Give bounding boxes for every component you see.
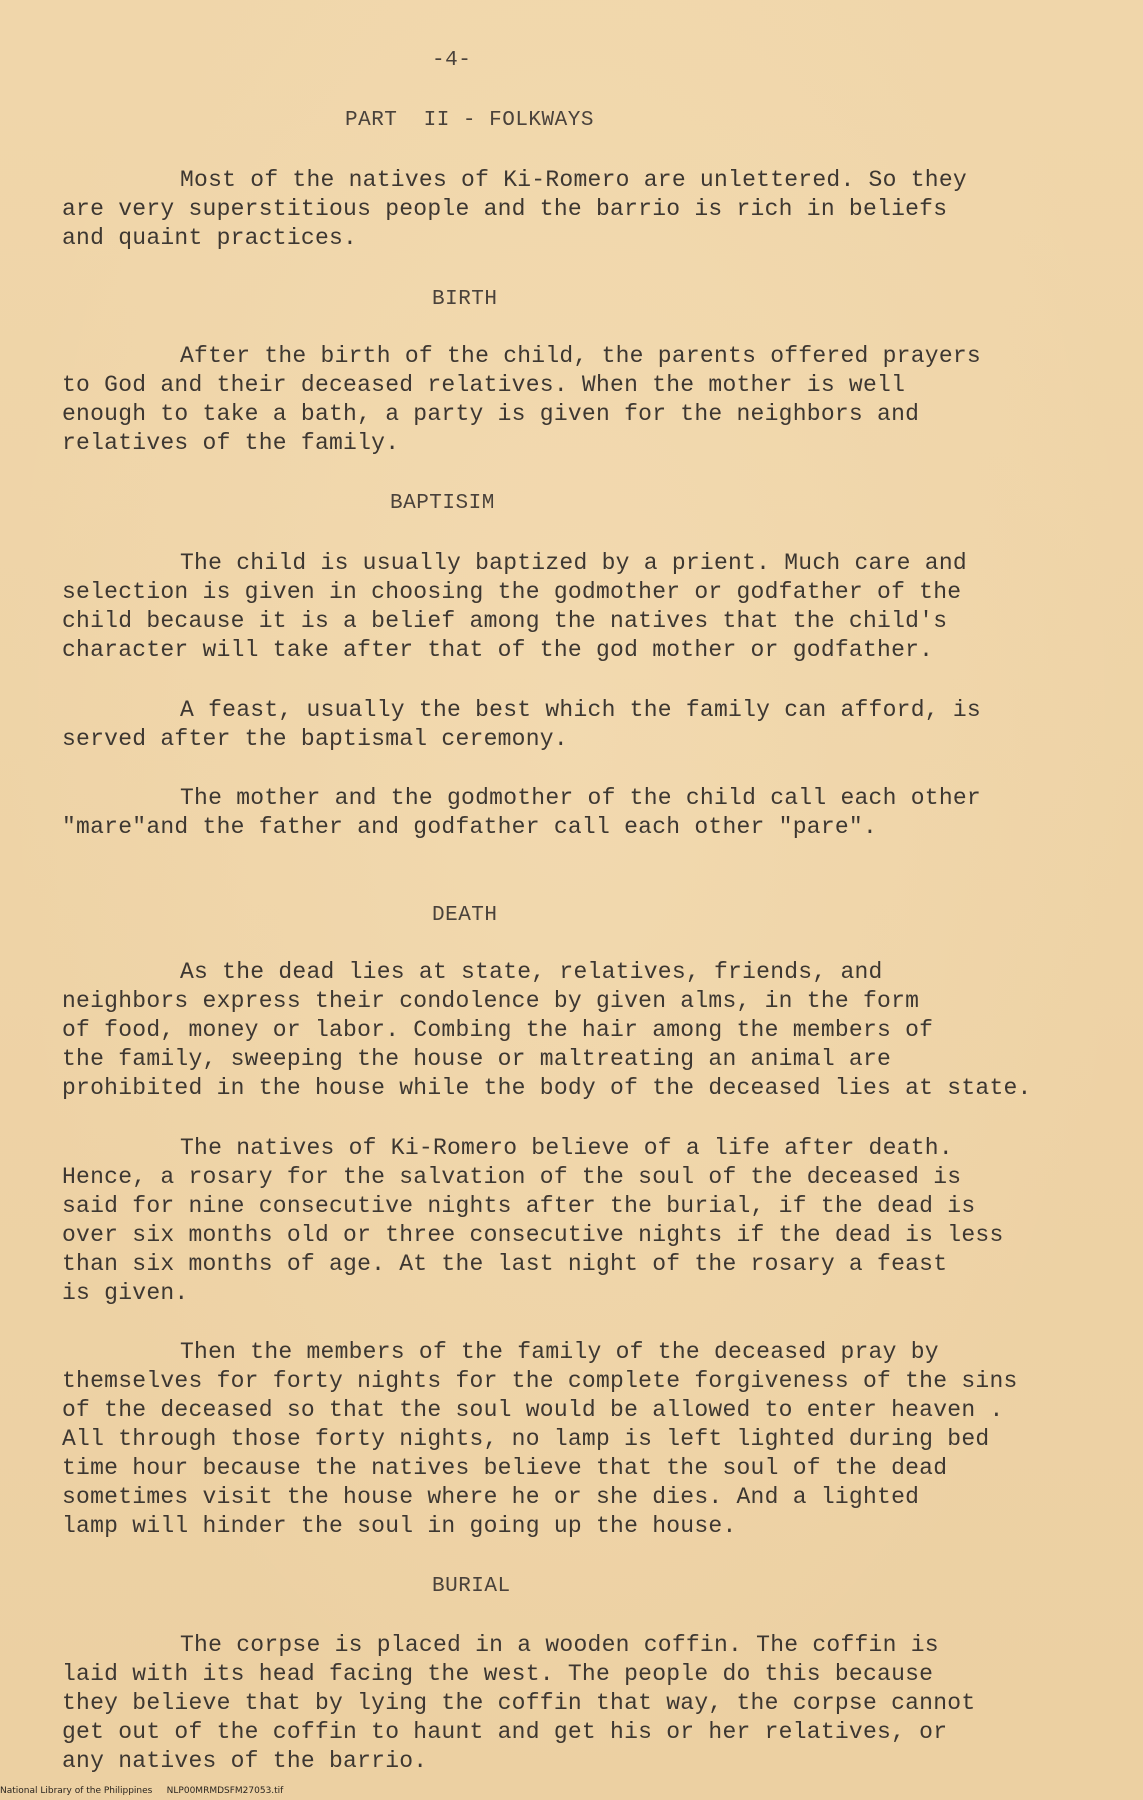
death-line: is given.: [62, 1280, 189, 1306]
death-line: prohibited in the house while the body of the deceased lies at state.: [62, 1075, 1032, 1101]
baptism-line: "mare"and the father and godfather call each other "pare".: [62, 814, 878, 840]
baptism-line: The mother and the godmother of the child call each other: [180, 785, 981, 811]
section-heading-birth: BIRTH: [432, 288, 498, 311]
burial-line: get out of the coffin to haunt and get his or her relatives, or: [62, 1719, 948, 1745]
death-line: said for nine consecutive nights after the burial, if the dead is: [62, 1193, 976, 1219]
death-line: the family, sweeping the house or maltreating an animal are: [62, 1046, 892, 1072]
part-title: PART II - FOLKWAYS: [345, 109, 594, 132]
death-line: of the deceased so that the soul would be allowed to enter heaven .: [62, 1397, 1004, 1423]
death-line: neighbors express their condolence by given alms, in the form: [62, 988, 920, 1014]
death-line: over six months old or three consecutive nights if the dead is less: [62, 1222, 1004, 1248]
death-line: As the dead lies at state, relatives, friends, and: [180, 959, 883, 985]
baptism-line: selection is given in choosing the godmother or godfather of the: [62, 579, 962, 605]
burial-line: any natives of the barrio.: [62, 1748, 428, 1774]
footer-source: National Library of the Philippines: [0, 1786, 153, 1796]
baptism-line: child because it is a belief among the natives that the child's: [62, 608, 948, 634]
section-heading-burial: BURIAL: [432, 1575, 511, 1598]
baptism-line: The child is usually baptized by a prient. Much care and: [180, 550, 967, 576]
death-line: Hence, a rosary for the salvation of the soul of the deceased is: [62, 1164, 962, 1190]
death-line: of food, money or labor. Combing the hair among the members of: [62, 1017, 934, 1043]
death-line: lamp will hinder the soul in going up the house.: [62, 1513, 737, 1539]
death-line: time hour because the natives believe that the soul of the dead: [62, 1455, 948, 1481]
intro-line: Most of the natives of Ki-Romero are unlettered. So they: [180, 167, 967, 193]
death-line: sometimes visit the house where he or she dies. And a lighted: [62, 1484, 920, 1510]
birth-line: enough to take a bath, a party is given for the neighbors and: [62, 401, 920, 427]
burial-line: they believe that by lying the coffin that way, the corpse cannot: [62, 1690, 976, 1716]
intro-line: and quaint practices.: [62, 225, 358, 251]
birth-line: to God and their deceased relatives. When the mother is well: [62, 372, 906, 398]
birth-line: After the birth of the child, the parents offered prayers: [180, 343, 981, 369]
page-number: -4-: [432, 49, 472, 72]
death-line: than six months of age. At the last night of the rosary a feast: [62, 1251, 948, 1277]
baptism-line: served after the baptismal ceremony.: [62, 726, 568, 752]
burial-line: laid with its head facing the west. The people do this because: [62, 1661, 934, 1687]
footer-file: NLP00MRMDSFM27053.tif: [166, 1786, 284, 1796]
birth-line: relatives of the family.: [62, 430, 400, 456]
death-line: The natives of Ki-Romero believe of a life after death.: [180, 1135, 953, 1161]
section-heading-death: DEATH: [432, 904, 498, 927]
death-line: themselves for forty nights for the complete forgiveness of the sins: [62, 1368, 1018, 1394]
baptism-line: character will take after that of the god mother or godfather.: [62, 637, 934, 663]
section-heading-baptism: BAPTISIM: [390, 492, 495, 515]
scan-footer: [0, 1785, 283, 1797]
intro-line: are very superstitious people and the barrio is rich in beliefs: [62, 196, 948, 222]
baptism-line: A feast, usually the best which the family can afford, is: [180, 697, 981, 723]
death-line: Then the members of the family of the deceased pray by: [180, 1339, 939, 1365]
death-line: All through those forty nights, no lamp is left lighted during bed: [62, 1426, 990, 1452]
burial-line: The corpse is placed in a wooden coffin. The coffin is: [180, 1632, 939, 1658]
